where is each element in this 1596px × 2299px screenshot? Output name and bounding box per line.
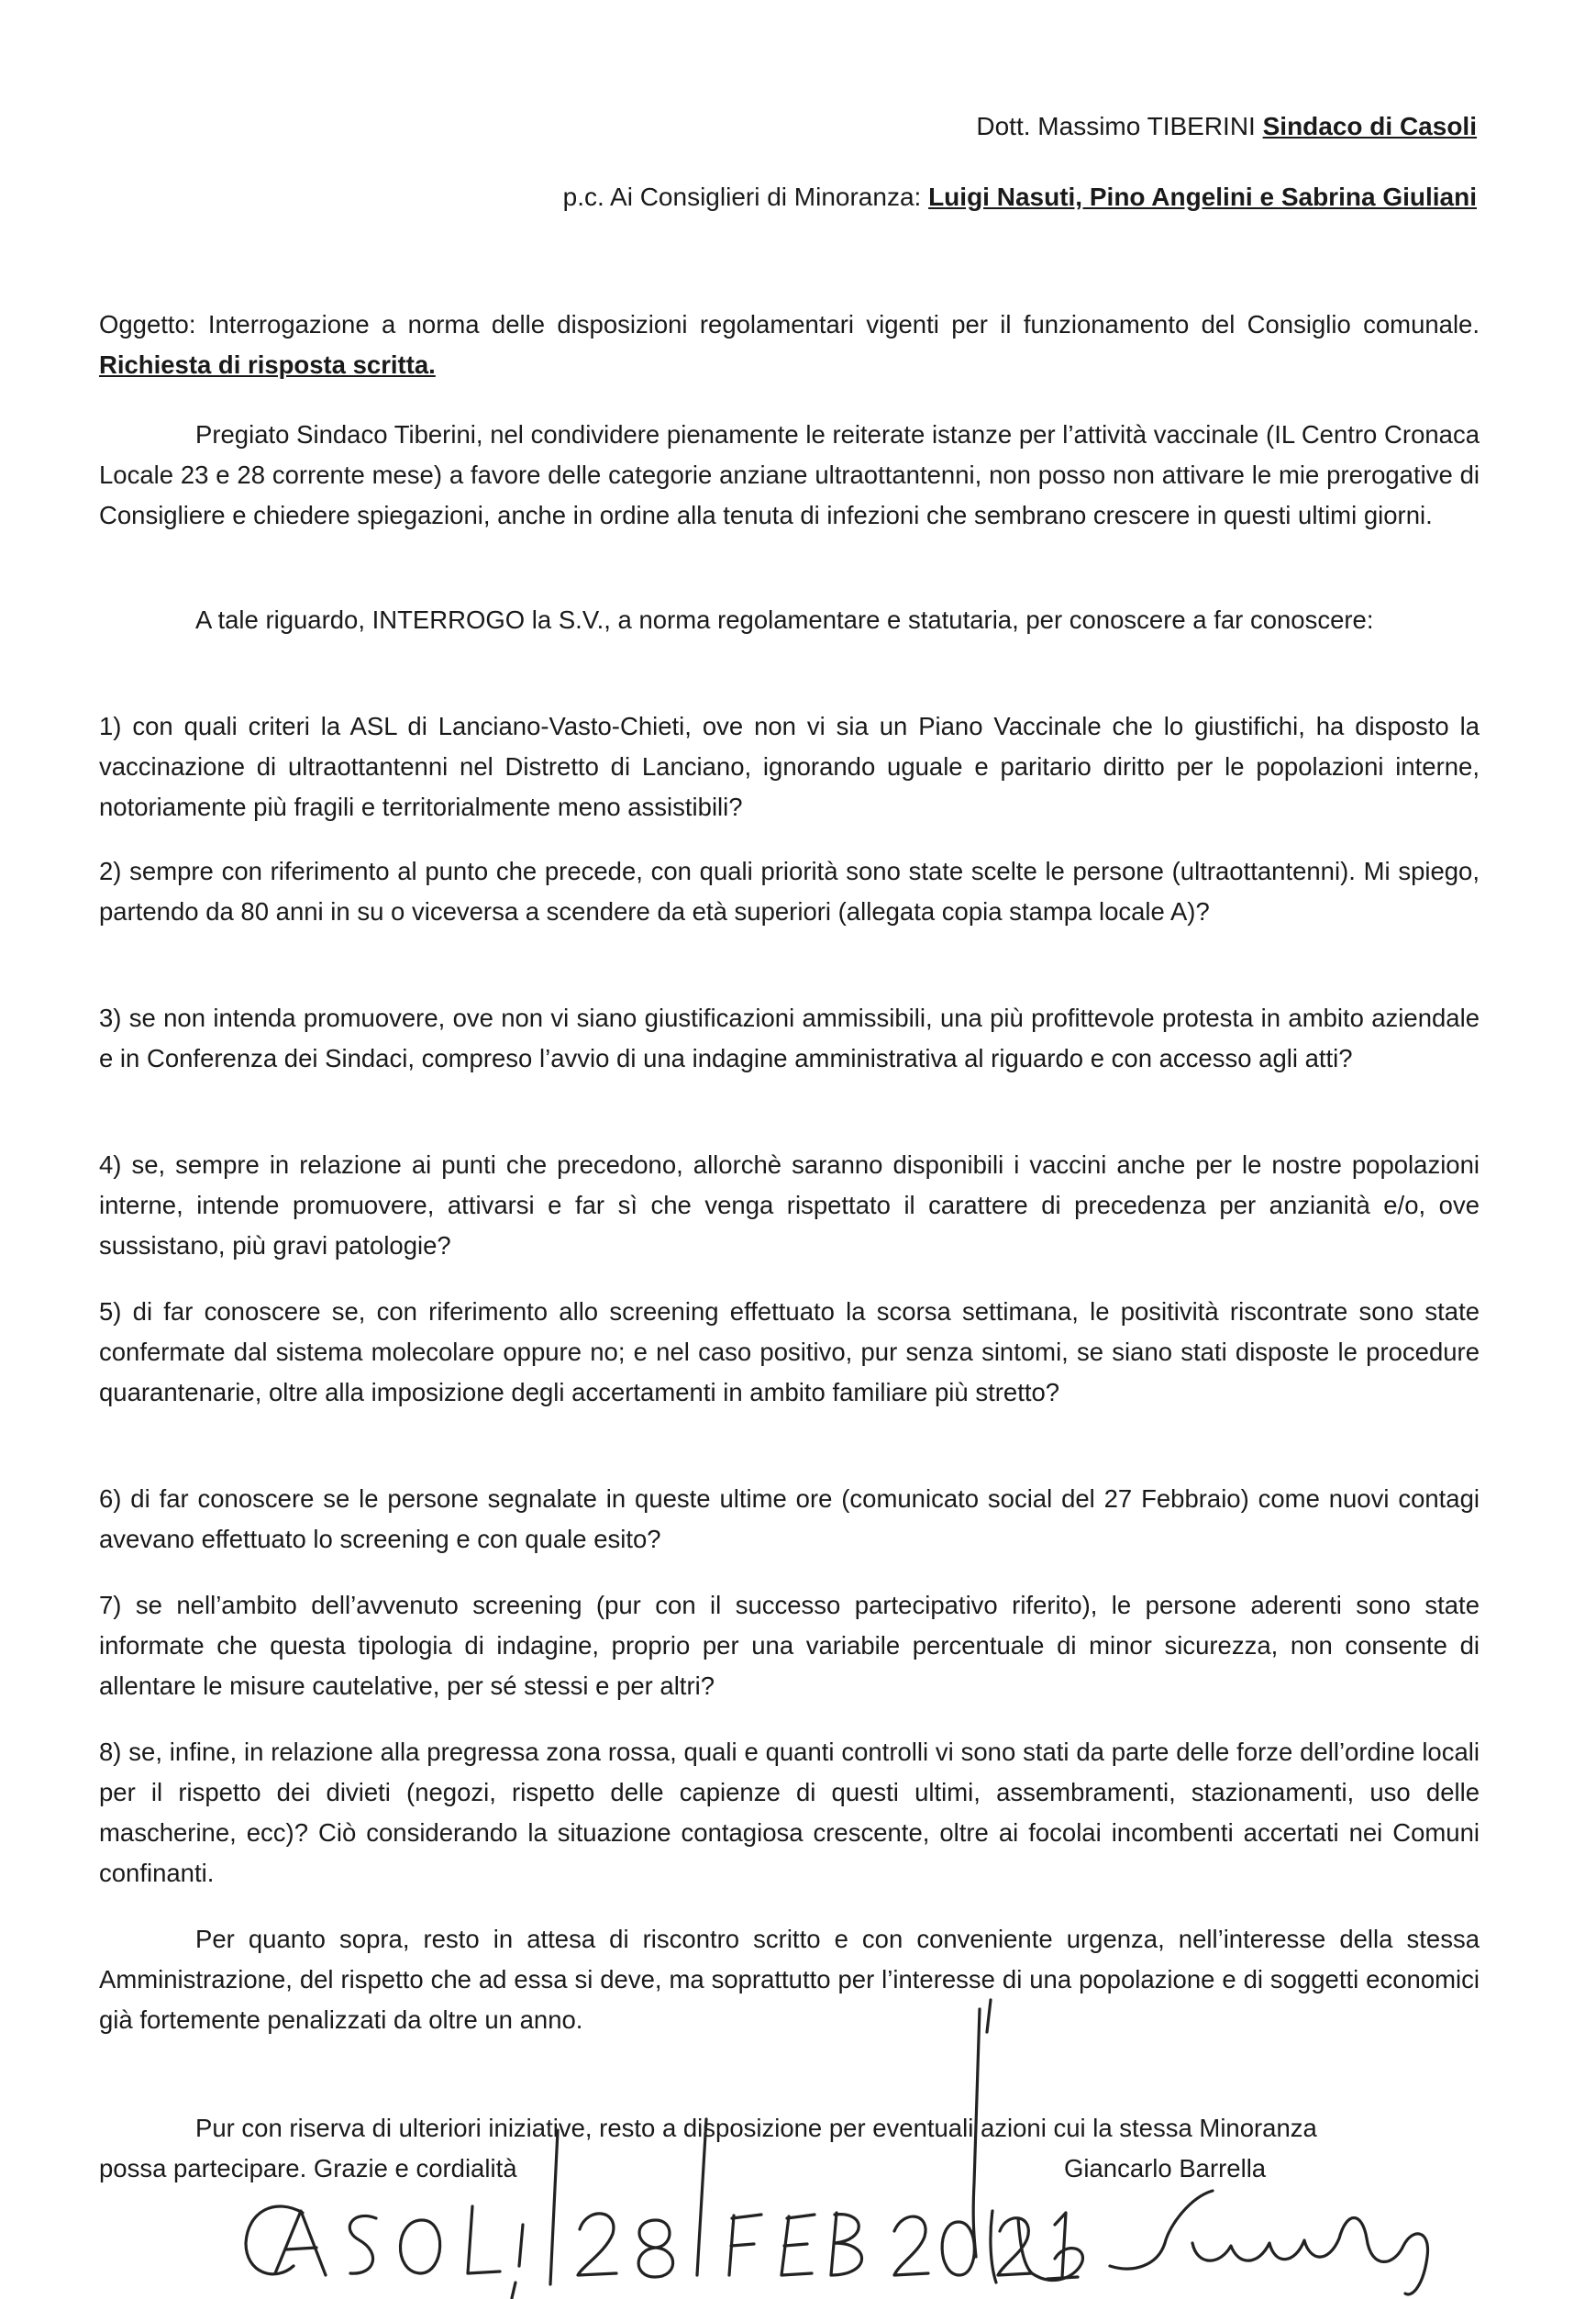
point-5: 5) di far conoscere se, con riferimento allo screening effettuato la scorsa settimana, le positività riscontrate sono state confermate dal sistema molecolare oppure no; e nel caso positivo, pur senza sintomi, se siano stati disposte le procedure quarantenarie, oltre alla imposizione degli accertamenti in ambito familiare più stretto? (99, 1297, 1480, 1406)
recipient-title: Sindaco di Casoli (1262, 112, 1477, 140)
signature-small-stroke (987, 2000, 991, 2032)
point-1: 1) con quali criteri la ASL di Lanciano-Vasto-Chieti, ove non vi sia un Piano Vaccinale che lo giustifichi, ha disposto la vaccinazione di ultraottantenni nel Distretto di Lanciano, ignorando uguale e paritario diritto per le popolazioni interne, notoriamente più fragili e territorialmente meno assistibili? (99, 712, 1480, 821)
subject-text: Oggetto: Interrogazione a norma delle disposizioni regolamentari vigenti per il funzionamento del Consiglio comunale. (99, 310, 1480, 339)
point-7: 7) se nell’ambito dell’avvenuto screening (pur con il successo partecipativo riferito), le persone aderenti sono state informate che questa tipologia di indagine, proprio per una variabile percentuale di minor sicurezza, non consente di allentare le misure cautelative, per sé stessi e per altri? (99, 1591, 1480, 1700)
date-slash-1 (550, 2130, 558, 2284)
recipient-name: Dott. Massimo TIBERINI (976, 112, 1256, 140)
final-paragraph-line-2: possa partecipare. Grazie e cordialità (99, 2154, 517, 2182)
date-slash-2 (697, 2119, 706, 2275)
point-8: 8) se, infine, in relazione alla pregressa zona rossa, quali e quanti controlli vi sono stati da parte delle forze dell’ordine locali per il rispetto dei divieti (negozi, rispetto delle capienze di questi ultimi, assembramenti, stazionamenti, uso delle mascherine, ecc)? Ciò considerando la situazione contagiosa crescente, oltre ai focolai incombenti accertati nei Comuni confinanti. (99, 1738, 1480, 1887)
intro-paragraph: Pregiato Sindaco Tiberini, nel condividere pienamente le reiterate istanze per l’attività vaccinale (IL Centro Cronaca Locale 23 e 28 corrente mese) a favore delle categorie anziane ultraottantenni, non posso non attivare le mie prerogative di Consigliere e chiedere spiegazioni, anche in ordine alla tenuta di infezioni che sembrano crescere in questi ultimi giorni. (99, 420, 1480, 529)
cc-names: Luigi Nasuti, Pino Angelini e Sabrina Giuliani (928, 183, 1477, 211)
final-paragraph-line-1: Pur con riserva di ulteriori iniziative, resto a disposizione per eventuali azioni cui la stessa Minoranza (195, 2114, 1317, 2142)
cc-label: p.c. Ai Consiglieri di Minoranza: (562, 183, 922, 211)
subject-emphasis: Richiesta di risposta scritta. (99, 350, 436, 379)
interrogation-paragraph: A tale riguardo, INTERROGO la S.V., a norma regolamentare e statutaria, per conoscere a far conoscere: (195, 605, 1374, 634)
point-4: 4) se, sempre in relazione ai punti che precedono, allorchè saranno disponibili i vaccini anche per le nostre popolazioni interne, intende promuovere, attivarsi e far sì che venga rispettato il carattere di precedenza per anzianità e/o, ove sussistano, più gravi patologie? (99, 1150, 1480, 1260)
handwritten-date (246, 2206, 1078, 2298)
signature-vertical-stroke (973, 2009, 980, 2257)
signature (991, 2191, 1428, 2294)
closing-paragraph: Per quanto sopra, resto in attesa di riscontro scritto e con conveniente urgenza, nell’interesse della stessa Amministrazione, del rispetto che ad essa si deve, ma soprattutto per l’interesse di una popolazione e di soggetti economici già fortemente penalizzati da oltre un anno. (99, 1925, 1480, 2034)
point-6: 6) di far conoscere se le persone segnalate in queste ultime ore (comunicato social del 27 Febbraio) come nuovi contagi avevano effettuato lo screening e con quale esito? (99, 1484, 1480, 1553)
point-3: 3) se non intenda promuovere, ove non vi siano giustificazioni ammissibili, una più profittevole protesta in ambito aziendale e in Conferenza dei Sindaci, compreso l’avvio di una indagine amministrativa al riguardo e con accesso agli atti? (99, 1004, 1480, 1072)
signatory-name: Giancarlo Barrella (1064, 2154, 1267, 2182)
point-2: 2) sempre con riferimento al punto che precede, con quali priorità sono state scelte le persone (ultraottantenni). Mi spiego, partendo da 80 anni in su o viceversa a scendere da età superiori (allegata copia stampa locale A)? (99, 857, 1480, 926)
